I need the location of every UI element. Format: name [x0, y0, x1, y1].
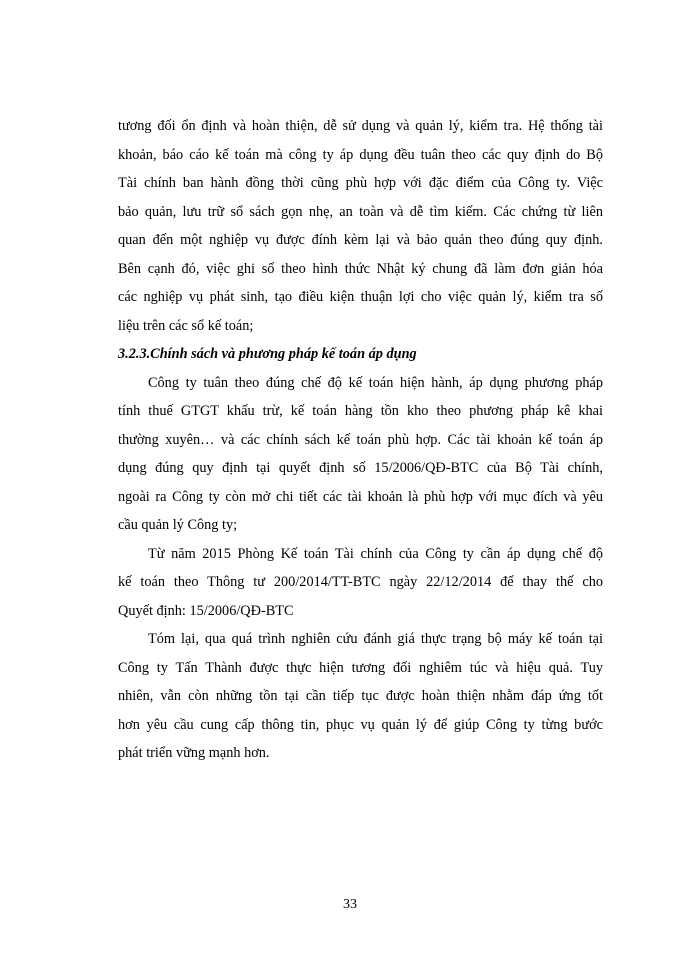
text-line: phát triển vững mạnh hơn. — [118, 745, 270, 761]
text-line: ngoài ra Công ty còn mở chi tiết các tài khoản là phù hợp với mục đích và yêu — [118, 488, 603, 505]
paragraph-conclusion — [118, 625, 603, 768]
paragraph-accounting-policies — [118, 369, 603, 540]
text-line: hơn yêu cầu cung cấp thông tin, phục vụ quản lý để giúp Công ty từng bước — [118, 716, 603, 733]
text-line: Quyết định: 15/2006/QĐ-BTC — [118, 602, 294, 619]
text-line: Từ năm 2015 Phòng Kế toán Tài chính của Công ty cần áp dụng chế độ — [148, 545, 603, 562]
text-line: kế toán theo Thông tư 200/2014/TT-BTC ngày 22/12/2014 để thay thế cho — [118, 574, 603, 590]
text-line: dụng đúng quy định tại quyết định số 15/2006/QĐ-BTC của Bộ Tài chính, — [118, 460, 603, 476]
text-line: tính thuế GTGT khấu trừ, kế toán hàng tồn kho theo phương pháp kê khai — [118, 403, 603, 419]
paragraph-accounting-system — [118, 112, 603, 340]
section-heading: 3.2.3.Chính sách và phương pháp kế toán áp dụng — [118, 346, 417, 362]
text-line: thường xuyên… và các chính sách kế toán phù hợp. Các tài khoản kế toán áp — [118, 431, 603, 448]
text-line: các nghiệp vụ phát sinh, tạo điều kiện thuận lợi cho việc quản lý, kiểm tra số — [118, 289, 603, 305]
page-content — [118, 112, 603, 768]
text-line: Tài chính ban hành đồng thời cũng phù hợp với đặc điểm của Công ty. Việc — [118, 175, 603, 191]
text-line: tương đối ổn định và hoàn thiện, dễ sử dụng và quản lý, kiểm tra. Hệ thống tài — [118, 118, 603, 134]
text-line: quan đến một nghiệp vụ được đính kèm lại và bảo quản theo đúng quy định. — [118, 232, 603, 248]
paragraph-circular-200 — [118, 540, 603, 626]
text-line: cầu quản lý Công ty; — [118, 517, 238, 533]
text-line: Công ty tuân theo đúng chế độ kế toán hiện hành, áp dụng phương pháp — [148, 374, 603, 391]
text-line: liệu trên các sổ kế toán; — [118, 317, 254, 334]
text-line: khoản, báo cáo kế toán mà công ty áp dụng đều tuân theo các quy định do Bộ — [118, 146, 603, 163]
text-line: Bên cạnh đó, việc ghi sổ theo hình thức Nhật ký chung đã làm đơn giản hóa — [118, 260, 603, 277]
text-line: nhiên, vẫn còn những tồn tại cần tiếp tục được hoàn thiện nhằm đáp ứng tốt — [118, 688, 603, 704]
text-line: Công ty Tấn Thành được thực hiện tương đối nghiêm túc và hiệu quả. Tuy — [118, 659, 603, 676]
text-line: bảo quản, lưu trữ sổ sách gọn nhẹ, an toàn và dễ tìm kiếm. Các chứng từ liên — [118, 203, 603, 220]
text-line: Tóm lại, qua quá trình nghiên cứu đánh giá thực trạng bộ máy kế toán tại — [148, 631, 603, 647]
page-number: 33 — [343, 897, 357, 912]
